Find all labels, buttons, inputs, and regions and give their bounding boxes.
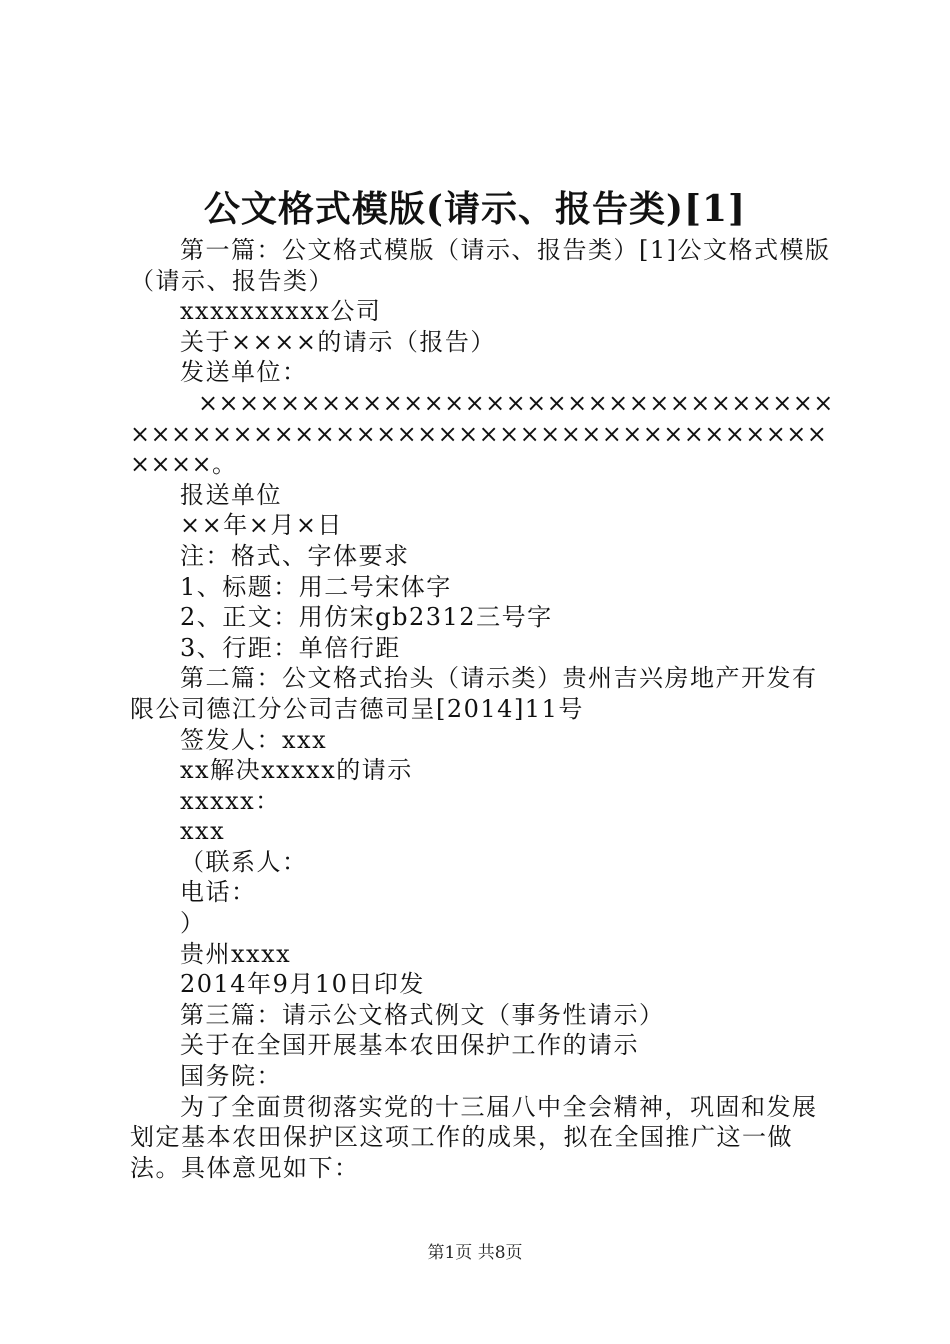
paragraph-submit-unit: 报送单位 [180, 480, 282, 509]
paragraph-phone: 电话： [180, 878, 257, 907]
paragraph-example-body: 为了全面贯彻落实党的十三届八中全会精神，巩固和发展划定基本农田保护区这项工作的成果，拟在全国推广这一做法。具体意见如下： [130, 1092, 818, 1182]
paragraph-intro: 第一篇：公文格式模版（请示、报告类）[1]公文格式模版（请示、报告类） [130, 236, 831, 295]
paragraph-contact: （联系人： [180, 847, 308, 876]
paragraph-recipient: 发送单位： [180, 358, 308, 387]
paragraph-issuer: 贵州xxxx [180, 939, 292, 968]
page-footer: 第1页 共8页 [427, 1243, 523, 1263]
paragraph-issue-date: 2014年9月10日印发 [180, 970, 425, 999]
paragraph-subject: 关于××××的请示（报告） [180, 327, 496, 356]
paragraph-third-section: 第三篇：请示公文格式例文（事务性请示） [180, 1000, 665, 1029]
paragraph-second-section: 第二篇：公文格式抬头（请示类）贵州吉兴房地产开发有限公司德江分公司吉德司呈[2014]11号 [130, 664, 818, 723]
paragraph-placeholder-body: ×××××××××××××××××××××××××××××××××××××××××××××××××××××××××××××××××××××。 [130, 388, 834, 479]
paragraph-date: ××年×月×日 [180, 511, 343, 540]
paragraph-note: 注：格式、字体要求 [180, 541, 410, 570]
paragraph-addressee: xxxxx： [180, 786, 281, 815]
paragraph-state-council: 国务院： [180, 1062, 282, 1091]
paragraph-note-body: 2、正文：用仿宋gb2312三号字 [180, 603, 553, 632]
paragraph-close-paren: ） [180, 909, 206, 938]
paragraph-note-title: 1、标题：用二号宋体字 [180, 572, 452, 601]
paragraph-example-title: 关于在全国开展基本农田保护工作的请示 [180, 1031, 639, 1060]
paragraph-xxx: xxx [180, 817, 226, 846]
paragraph-company: xxxxxxxxxx公司 [180, 297, 382, 326]
paragraph-signer: 签发人：xxx [180, 725, 328, 754]
document-body [130, 235, 836, 1183]
paragraph-request-title: xx解决xxxxx的请示 [180, 756, 413, 785]
document-title: 公文格式模版(请示、报告类)[1] [203, 188, 747, 230]
paragraph-note-spacing: 3、行距：单倍行距 [180, 633, 401, 662]
